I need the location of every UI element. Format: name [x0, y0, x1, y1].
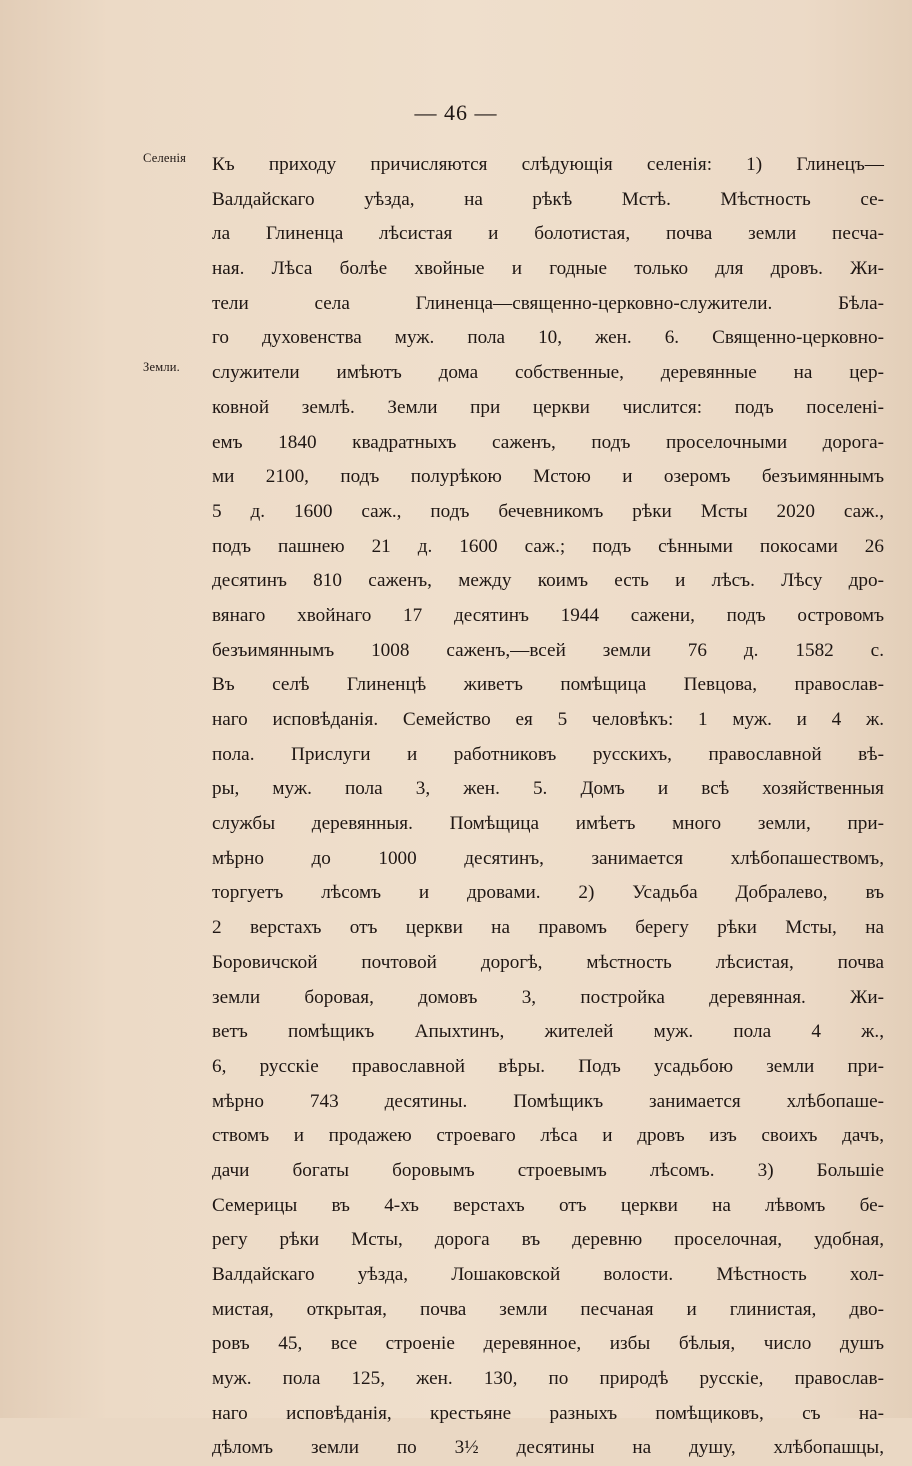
text-line: ры, муж. пола 3, жен. 5. Домъ и всѣ хозяйственныя [212, 778, 884, 800]
text-line: Боровичской почтовой дорогѣ, мѣстность лѣсистая, почва [212, 951, 884, 973]
text-line: 2 верстахъ отъ церкви на правомъ берегу рѣки Мсты, на [212, 917, 884, 939]
text-line: торгуетъ лѣсомъ и дровами. 2) Усадьба Добралево, въ [212, 882, 884, 904]
text-line: ная. Лѣса болѣе хвойные и годные только для дровъ. Жи- [212, 258, 884, 280]
margin-note-settlements: Селенія [143, 151, 187, 165]
text-line: ла Глиненца лѣсистая и болотистая, почва земли песча- [212, 223, 884, 245]
text-line: мѣрно 743 десятины. Помѣщикъ занимается хлѣбопаше- [212, 1090, 884, 1112]
text-line: ветъ помѣщикъ Апыхтинъ, жителей муж. пола 4 ж., [212, 1021, 884, 1043]
text-line: десятинъ 810 саженъ, между коимъ есть и лѣсъ. Лѣсу дро- [212, 570, 884, 592]
text-line: пола. Прислуги и работниковъ русскихъ, православной вѣ- [212, 743, 884, 765]
text-line: вянаго хвойнаго 17 десятинъ 1944 сажени, подъ островомъ [212, 604, 884, 626]
text-line: Валдайскаго уѣзда, Лошаковской волости. Мѣстность хол- [212, 1264, 884, 1285]
text-line: безъимяннымъ 1008 саженъ,—всей земли 76 д. 1582 с. [212, 639, 884, 661]
text-line: 6, русскіе православной вѣры. Подъ усадьбою земли при- [212, 1055, 884, 1077]
text-line: Въ селѣ Глиненцѣ живетъ помѣщица Певцова, православ- [212, 674, 884, 696]
text-line: наго исповѣданія. Семейство ея 5 человѣкъ: 1 муж. и 4 ж. [212, 709, 884, 730]
text-line: службы деревянныя. Помѣщица имѣетъ много земли, при- [212, 813, 884, 835]
text-line: мистая, открытая, почва земли песчаная и глинистая, дво- [212, 1298, 884, 1320]
text-line: дѣломъ земли по 3½ десятины на душу, хлѣбопашцы, [212, 1437, 884, 1459]
text-line: регу рѣки Мсты, дорога въ деревню проселочная, удобная, [212, 1229, 884, 1251]
text-line: Къ приходу причисляются слѣдующія селенія: 1) Глинецъ— [212, 154, 884, 175]
body-text [212, 148, 884, 1466]
text-line: ковной землѣ. Земли при церкви числится: подъ поселені- [212, 396, 884, 418]
text-line: емъ 1840 квадратныхъ саженъ, подъ проселочными дорога- [212, 431, 884, 453]
text-line: ровъ 45, все строеніе деревянное, избы бѣлыя, число душъ [212, 1333, 884, 1355]
text-line: ми 2100, подъ полурѣкою Мстою и озеромъ безъимяннымъ [212, 466, 884, 488]
margin-note-lands: Земли. [143, 360, 180, 374]
page-number: — 46 — [414, 100, 498, 125]
text-line: Валдайскаго уѣзда, на рѣкѣ Мстѣ. Мѣстность се- [212, 188, 884, 210]
text-line: мѣрно до 1000 десятинъ, занимается хлѣбопашествомъ, [212, 847, 884, 869]
text-line: служители имѣютъ дома собственные, деревянные на цер- [212, 362, 884, 384]
text-line: наго исповѣданія, крестьяне разныхъ помѣщиковъ, съ на- [212, 1402, 884, 1424]
text-line: тели села Глиненца—священно-церковно-служители. Бѣла- [212, 292, 884, 314]
text-line: муж. пола 125, жен. 130, по природѣ русскіе, православ- [212, 1368, 884, 1390]
text-line: ствомъ и продажею строеваго лѣса и дровъ изъ своихъ дачъ, [212, 1125, 884, 1147]
text-line: Семерицы въ 4-хъ верстахъ отъ церкви на лѣвомъ бе- [212, 1194, 884, 1216]
text-line: дачи богаты боровымъ строевымъ лѣсомъ. 3) Большіе [212, 1159, 884, 1181]
text-line: го духовенства муж. пола 10, жен. 6. Священно-церковно- [212, 327, 884, 349]
text-line: земли боровая, домовъ 3, постройка деревянная. Жи- [212, 986, 884, 1008]
text-line: подъ пашнею 21 д. 1600 саж.; подъ сѣнными покосами 26 [212, 535, 884, 557]
text-line: 5 д. 1600 саж., подъ бечевникомъ рѣки Мсты 2020 саж., [212, 500, 884, 522]
